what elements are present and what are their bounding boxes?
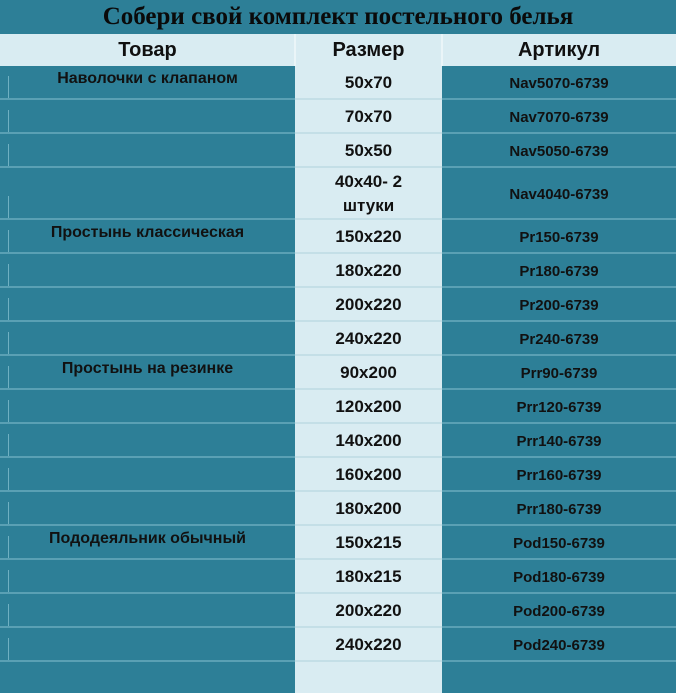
product-cell: [0, 168, 295, 220]
row-tick: [8, 604, 9, 626]
header-article: Артикул: [517, 38, 601, 61]
article-cell: Nav5050-6739: [509, 142, 609, 160]
table-row: [0, 492, 676, 526]
article-cell: Prr160-6739: [516, 466, 602, 484]
row-tick: [8, 434, 9, 456]
size-cell: 150x220: [335, 227, 402, 246]
size-cell: 160x200: [335, 465, 402, 484]
size-cell: 200x220: [335, 601, 402, 620]
size-cell: 70x70: [344, 107, 393, 126]
table-row: [0, 254, 676, 288]
size-cell: 180x220: [335, 261, 402, 280]
table-row: [0, 168, 676, 220]
article-cell: [442, 662, 676, 686]
table-row: [0, 390, 676, 424]
article-cell: Pr180-6739: [519, 262, 599, 280]
product-cell: [0, 424, 295, 458]
article-cell: Pr240-6739: [519, 330, 599, 348]
table-row: [0, 594, 676, 628]
size-cell: [295, 662, 442, 686]
size-cell: 140x200: [335, 431, 402, 450]
size-cell: 240x220: [335, 329, 402, 348]
table-row: [0, 560, 676, 594]
row-tick: [8, 76, 9, 98]
product-cell: [0, 628, 295, 662]
article-cell: Prr180-6739: [516, 500, 602, 518]
product-cell: Наволочки с клапаном: [57, 70, 238, 87]
article-cell: Nav5070-6739: [509, 74, 609, 92]
table-row: [0, 356, 676, 390]
product-cell: [0, 100, 295, 134]
page-title: Собери свой комплект постельного белья: [0, 0, 676, 34]
size-cell: 150x215: [335, 533, 402, 552]
article-cell: Nav7070-6739: [509, 108, 609, 126]
header-size: Размер: [332, 38, 405, 61]
row-tick: [8, 638, 9, 660]
row-tick: [8, 110, 9, 132]
product-cell: [0, 662, 295, 686]
row-tick: [8, 332, 9, 354]
bedding-table: [0, 34, 676, 693]
row-tick: [8, 230, 9, 252]
row-tick: [8, 264, 9, 286]
article-cell: Pod200-6739: [513, 602, 605, 620]
product-cell: Простынь на резинке: [61, 360, 234, 377]
table-row: [0, 134, 676, 168]
row-tick: [8, 536, 9, 558]
table-row: [0, 458, 676, 492]
article-cell: Prr140-6739: [516, 432, 602, 450]
size-cell: 120x200: [335, 397, 402, 416]
size-cell: 180x200: [335, 499, 402, 518]
article-cell: Pr150-6739: [519, 228, 599, 246]
article-cell: Nav4040-6739: [509, 185, 609, 203]
table-row: [0, 526, 676, 560]
article-cell: Pr200-6739: [519, 296, 599, 314]
product-cell: Простынь классическая: [50, 224, 245, 241]
product-cell: [0, 560, 295, 594]
header-divider: [441, 34, 443, 66]
table-row: [0, 424, 676, 458]
table-row: [0, 322, 676, 356]
size-cell: 240x220: [335, 635, 402, 654]
product-cell: [0, 492, 295, 526]
table-row: [0, 100, 676, 134]
row-tick: [8, 400, 9, 422]
article-cell: Pod150-6739: [513, 534, 605, 552]
product-cell: [0, 594, 295, 628]
row-tick: [8, 298, 9, 320]
article-cell: Pod240-6739: [513, 636, 605, 654]
article-cell: Prr120-6739: [516, 398, 602, 416]
size-cell: 40x40- 2 штуки: [334, 172, 403, 215]
header-product: Товар: [118, 38, 177, 61]
size-cell: 180x215: [335, 567, 402, 586]
row-tick: [8, 502, 9, 524]
product-cell: [0, 390, 295, 424]
size-cell: 200x220: [335, 295, 402, 314]
row-tick: [8, 144, 9, 166]
table-row: [0, 66, 676, 100]
product-cell: [0, 288, 295, 322]
header-divider: [294, 34, 296, 66]
article-cell: Prr90-6739: [520, 364, 598, 382]
row-tick: [8, 468, 9, 490]
table-row: [0, 220, 676, 254]
product-cell: Пододеяльник обычный: [49, 530, 246, 547]
size-cell: 50x50: [344, 141, 393, 160]
row-tick: [8, 570, 9, 592]
table-row: [0, 288, 676, 322]
size-cell: 90x200: [340, 363, 397, 382]
product-cell: [0, 254, 295, 288]
product-cell: [0, 134, 295, 168]
size-cell: 50x70: [344, 73, 393, 92]
row-tick: [8, 366, 9, 388]
table-header: [0, 34, 676, 66]
article-cell: Pod180-6739: [513, 568, 605, 586]
table-row: [0, 662, 676, 686]
row-tick: [8, 196, 9, 218]
table-row: [0, 628, 676, 662]
product-cell: [0, 458, 295, 492]
product-cell: [0, 322, 295, 356]
